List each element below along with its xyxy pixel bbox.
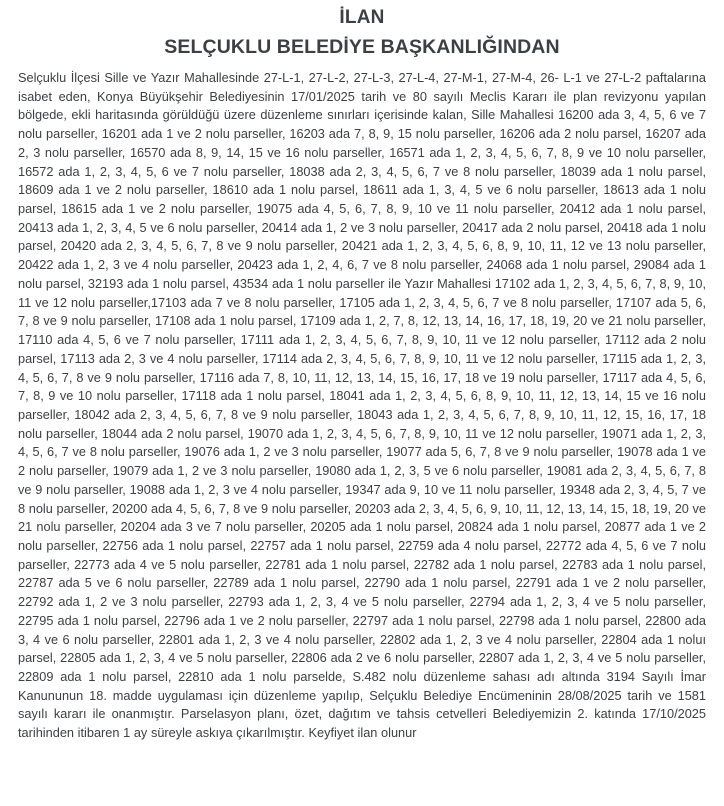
body-container bbox=[0, 64, 724, 743]
notice-body-paragraph: Selçuklu İlçesi Sille ve Yazır Mahallesinde 27-L-1, 27-L-2, 27-L-3, 27-L-4, 27-M-1, 27-M-4, 26- L-1 ve 27-L-2 paftalarına isabet eden, Konya Büyükşehir Belediyesinin 17/01/2025 tarih ve 80 sayılı Meclis Kararı ile plan revizyonu yapılan bölgede, ekli haritasında görüldüğü üzere düzenleme sınırları içerisinde kalan, Sille Mahallesi 16200 ada 3, 4, 5, 6 ve 7 nolu parseller, 16201 ada 1 ve 2 nolu parseller, 16203 ada 7, 8, 9, 15 nolu parseller, 16206 ada 2 nolu parsel, 16207 ada 2, 3 nolu parseller, 16570 ada 8, 9, 14, 15 ve 16 nolu parseller, 16571 ada 1, 2, 3, 4, 5, 6, 7, 8, 9 ve 10 nolu parseller, 16572 ada 1, 2, 3, 4, 5, 6 ve 7 nolu parseller, 18038 ada 2, 3, 4, 5, 6, 7 ve 8 nolu parseller, 18039 ada 1 nolu parsel, 18609 ada 1 ve 2 nolu parseller, 18610 ada 1 nolu parsel, 18611 ada 1, 3, 4, 5 ve 6 nolu parseller, 18613 ada 1 nolu parsel, 18615 ada 1 ve 2 nolu parseller, 19075 ada 4, 5, 6, 7, 8, 9, 10 ve 11 nolu parseller, 20412 ada 1 nolu parsel, 20413 ada 1, 2, 3, 4, 5 ve 6 nolu parseller, 20414 ada 1, 2 ve 3 nolu parseller, 20417 ada 2 nolu parsel, 20418 ada 1 nolu parsel, 20420 ada 2, 3, 4, 5, 6, 7, 8 ve 9 nolu parseller, 20421 ada 1, 2, 3, 4, 5, 6, 8, 9, 10, 11, 12 ve 13 nolu parseller, 20422 ada 1, 2, 3 ve 4 nolu parseller, 20423 ada 1, 2, 4, 6, 7 ve 8 nolu parseller, 24068 ada 1 nolu parsel, 29084 ada 1 nolu parsel, 32193 ada 1 nolu parsel, 43534 ada 1 nolu parseller ile Yazır Mahallesi 17102 ada 1, 2, 3, 4, 5, 6, 7, 8, 9, 10, 11 ve 12 nolu parseller,17103 ada 7 ve 8 nolu parseller, 17105 ada 1, 2, 3, 4, 5, 6, 7 ve 8 nolu parseller, 17107 ada 5, 6, 7, 8 ve 9 nolu parseller, 17108 ada 1 nolu parsel, 17109 ada 1, 2, 7, 8, 12, 13, 14, 16, 17, 18, 19, 20 ve 21 nolu parseller, 17110 ada 4, 5, 6 ve 7 nolu parseller, 17111 ada 1, 2, 3, 4, 5, 6, 7, 8, 9, 10, 11 ve 12 nolu parseller, 17112 ada 2 nolu parsel, 17113 ada 2, 3 ve 4 nolu parseller, 17114 ada 2, 3, 4, 5, 6, 7, 8, 9, 10, 11 ve 12 nolu parseller, 17115 ada 1, 2, 3, 4, 5, 6, 7, 8 ve 9 nolu parseller, 17116 ada 7, 8, 10, 11, 12, 13, 14, 15, 16, 17, 18 ve 19 nolu parseller, 17117 ada 4, 5, 6, 7, 8, 9 ve 10 nolu parseller, 17118 ada 1 nolu parsel, 18041 ada 1, 2, 3, 4, 5, 6, 8, 9, 10, 11, 12, 13, 14, 15 ve 16 nolu parseller, 18042 ada 2, 3, 4, 5, 6, 7, 8 ve 9 nolu parseller, 18043 ada 1, 2, 3, 4, 5, 6, 7, 8, 9, 10, 11, 12, 15, 16, 17, 18 nolu parseller, 18044 ada 2 nolu parsel, 19070 ada 1, 2, 3, 4, 5, 6, 7, 8, 9, 10, 11 ve 12 nolu parseller, 19071 ada 1, 2, 3, 4, 5, 6, 7 ve 8 nolu parseller, 19076 ada 1, 2 ve 3 nolu parseller, 19077 ada 5, 6, 7, 8 ve 9 nolu parseller, 19078 ada 1 ve 2 nolu parseller, 19079 ada 1, 2 ve 3 nolu parseller, 19080 ada 1, 2, 3, 5 ve 6 nolu parseller, 19081 ada 2, 3, 4, 5, 6, 7, 8 ve 9 nolu parseller, 19088 ada 1, 2, 3 ve 4 nolu parseller, 19347 ada 9, 10 ve 11 nolu parseller, 19348 ada 2, 3, 4, 5, 7 ve 8 nolu parseller, 20200 ada 4, 5, 6, 7, 8 ve 9 nolu parseller, 20203 ada 2, 3, 4, 5, 6, 9, 10, 11, 12, 13, 14, 15, 18, 19, 20 ve 21 nolu parseller, 20204 ada 3 ve 7 nolu parseller, 20205 ada 1 nolu parsel, 20824 ada 1 nolu parsel, 20877 ada 1 ve 2 nolu parseller, 22756 ada 1 nolu parsel, 22757 ada 1 nolu parsel, 22759 ada 4 nolu parsel, 22772 ada 4, 5, 6 ve 7 nolu parseller, 22773 ada 4 ve 5 nolu parseller, 22781 ada 1 nolu parsel, 22782 ada 1 nolu parsel, 22783 ada 1 nolu parsel, 22787 ada 5 ve 6 nolu parseller, 22789 ada 1 nolu parsel, 22790 ada 1 nolu parsel, 22791 ada 1 ve 2 nolu parseller, 22792 ada 1, 2 ve 3 nolu parseller, 22793 ada 1, 2, 3, 4 ve 5 nolu parseller, 22794 ada 1, 2, 3, 4 ve 5 nolu parseller, 22795 ada 1 nolu parsel, 22796 ada 1 ve 2 nolu parseller, 22797 ada 1 nolu parsel, 22798 ada 1 nolu parsel, 22800 ada 3, 4 ve 6 nolu parseller, 22801 ada 1, 2, 3 ve 4 nolu parseller, 22802 ada 1, 2, 3 ve 4 nolu parseller, 22804 ada 1 noluı parsel, 22805 ada 1, 2, 3, 4 ve 5 nolu parseller, 22806 ada 2 ve 6 nolu parseller, 22807 ada 1, 2, 3, 4 ve 5 nolu parseller, 22809 ada 1 nolu parsel, 22810 ada 1 nolu parselde, S.482 nolu düzenleme sahası adı altında 3194 Sayılı İmar Kanununun 18. madde uygulaması için düzenleme yapılıp, Selçuklu Belediye Encümeninin 28/08/2025 tarih ve 1581 sayılı kararı ile onanmıştır. Parselasyon planı, özet, dağıtım ve tahsis cetvelleri Belediyemizin 2. katında 17/10/2025 tarihinden itibaren 1 ay süreyle askıya çıkarılmıştır. Keyfiyet ilan olunur bbox=[18, 70, 706, 741]
page-title: İLAN bbox=[339, 7, 385, 28]
page-subtitle: SELÇUKLU BELEDİYE BAŞKANLIĞINDAN bbox=[164, 36, 560, 58]
